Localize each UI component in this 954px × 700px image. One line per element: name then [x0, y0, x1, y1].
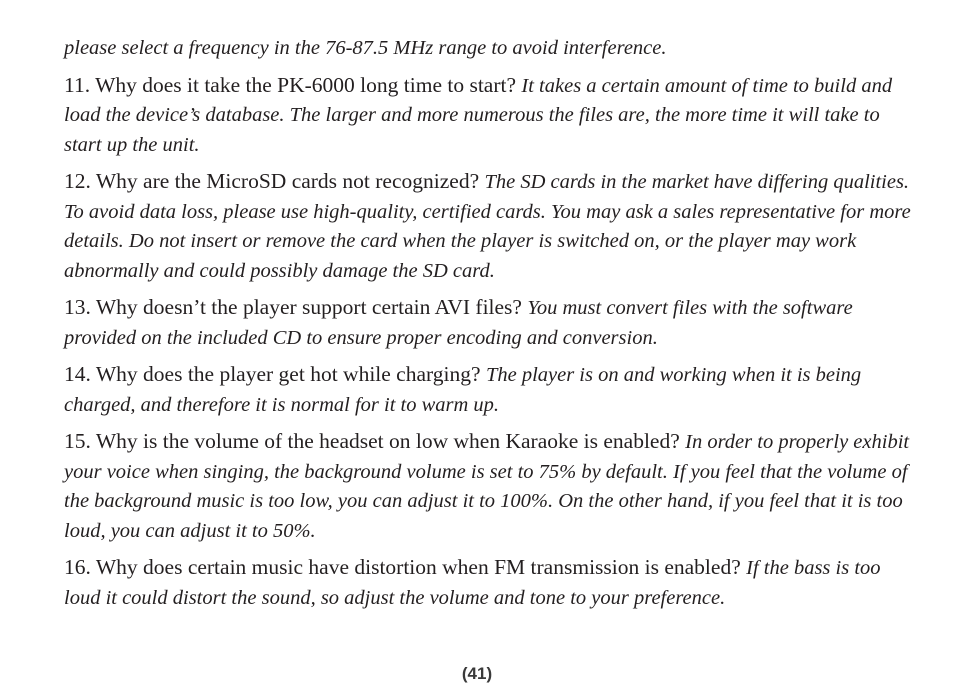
faq-item-13 [64, 293, 914, 352]
faq-item-15 [64, 427, 914, 545]
faq-question: 13. Why doesn’t the player support certain AVI files? [64, 295, 522, 319]
intro-continuation-text: please select a frequency in the 76-87.5 MHz range to avoid interference. [64, 37, 667, 59]
faq-question: 11. Why does it take the PK-6000 long time to start? [64, 72, 517, 97]
faq-item-16 [64, 553, 914, 612]
faq-question: 15. Why is the volume of the headset on low when Karaoke is enabled? [64, 429, 680, 453]
faq-answer: In order to properly exhibit your voice when singing, the background volume is set to 75% by default. If you feel that the volume of the background music is too low, you can adjust it to 100%. On the other hand, if you feel that it is too loud, you can adjust it to 50%. [64, 431, 910, 542]
page-number: (41) [461, 664, 493, 683]
faq-answer: If the bass is too loud it could distort the sound, so adjust the volume and tone to your preference. [64, 557, 881, 609]
faq-answer: The player is on and working when it is being charged, and therefore it is normal for it to warm up. [64, 364, 862, 416]
faq-answer: It takes a certain amount of time to build and load the device’s database. The larger and more numerous the files are, the more time it will take to start up the unit. [64, 74, 893, 156]
faq-item-14 [64, 360, 914, 419]
faq-question: 12. Why are the MicroSD cards not recognized? [64, 169, 480, 193]
manual-page-body [64, 34, 914, 620]
faq-answer: The SD cards in the market have differing qualities. To avoid data loss, please use high-quality, certified cards. You may ask a sales representative for more details. Do not insert or remove the card when the player is switched on, or the player may work abnormally and could possibly damage the SD card. [64, 171, 911, 282]
faq-item-11 [64, 71, 914, 160]
faq-answer: You must convert files with the software provided on the included CD to ensure proper encoding and conversion. [64, 297, 853, 349]
faq-item-12 [64, 167, 914, 285]
faq-question: 16. Why does certain music have distortion when FM transmission is enabled? [64, 555, 741, 579]
faq-question: 14. Why does the player get hot while charging? [64, 362, 481, 386]
